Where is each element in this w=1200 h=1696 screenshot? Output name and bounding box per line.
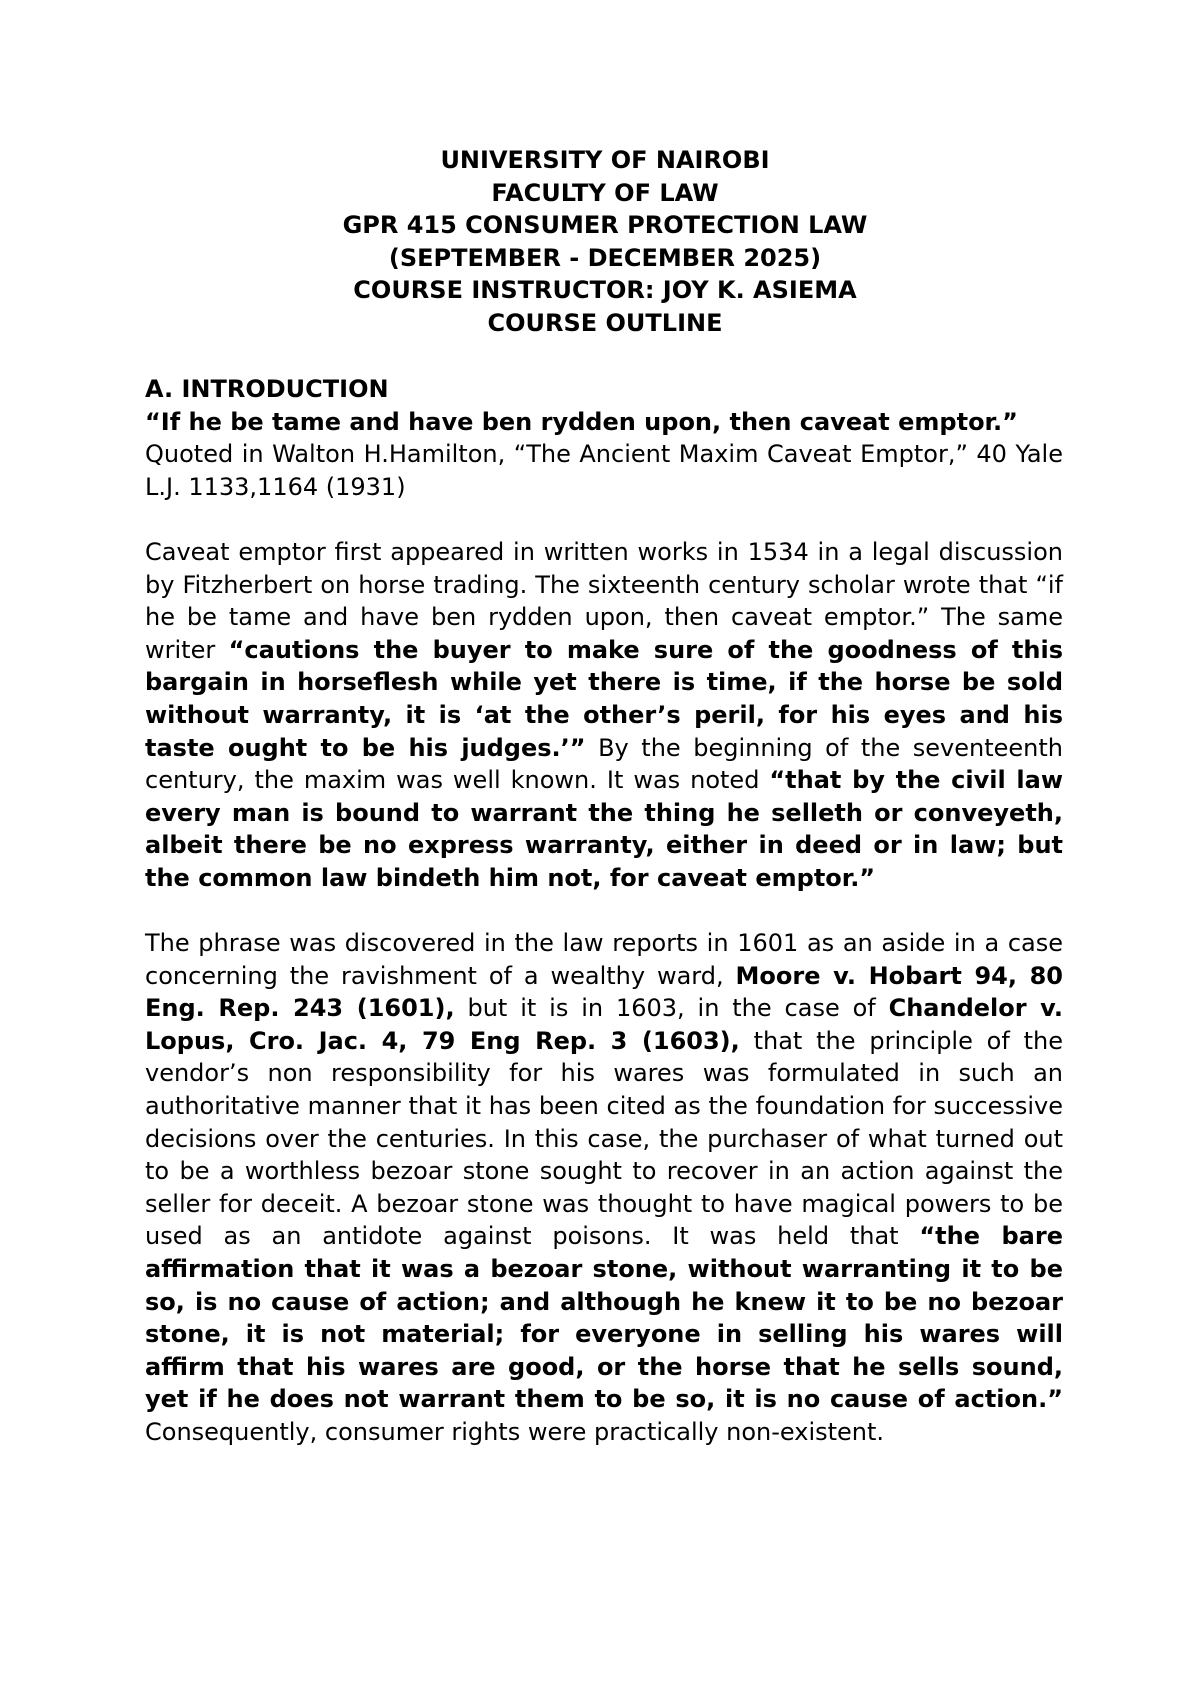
para2-text-2: but it is in 1603, in the case of bbox=[454, 994, 889, 1023]
paragraph-spacer bbox=[145, 895, 1063, 928]
para1-bold-quote-1: “cautions the buyer to make sure of the goodness of this bargain in horseflesh while yet there is time, if the horse be sold without warranty, it is ‘at the other’s peril, for his eyes and his taste ought to be his judges.’” bbox=[145, 635, 1063, 762]
course-title: GPR 415 CONSUMER PROTECTION LAW bbox=[342, 211, 868, 240]
epigraph-citation: Quoted in Walton H.Hamilton, “The Ancient Maxim Caveat Emptor,” 40 Yale L.J. 1133,1164 (1931) bbox=[145, 440, 1063, 501]
para2-text-1: The phrase was discovered in the law reports in 1601 as an aside in a case concerning the ravishment of a wealthy ward, bbox=[145, 929, 1063, 990]
paragraph-caveat-emptor-origin bbox=[145, 536, 1063, 895]
case-citation-chandelor-v-lopus: Chandelor v. Lopus, Cro. Jac. 4, 79 Eng Rep. 3 (1603), bbox=[145, 994, 1063, 1055]
para1-bold-quote-2: “that by the civil law every man is bound to warrant the thing he selleth or conveyeth, albeit there be no express warranty, either in deed or in law; but the common law bindeth him not, for caveat emptor.” bbox=[145, 766, 1063, 892]
epigraph-quote: “If he be tame and have ben rydden upon, then caveat emptor.” bbox=[145, 407, 1018, 436]
document-body bbox=[145, 373, 1063, 1449]
paragraph-spacer bbox=[145, 503, 1063, 536]
course-instructor: COURSE INSTRUCTOR: JOY K. ASIEMA bbox=[353, 276, 857, 305]
para1-text-2: By the beginning of the seventeenth century, the maxim was well known. It was noted bbox=[145, 733, 1063, 795]
para1-text-1: Caveat emptor first appeared in written works in 1534 in a legal discussion by Fitzherbert on horse trading. The sixteenth century scholar wrote that “if he be tame and have ben rydden upon, then caveat emptor.” The same writer bbox=[145, 537, 1063, 664]
para2-text-4: Consequently, consumer rights were practically non-existent. bbox=[145, 1418, 885, 1446]
document-header bbox=[145, 144, 1065, 340]
university-name: UNIVERSITY OF NAIROBI bbox=[440, 146, 770, 174]
paragraph-law-reports bbox=[145, 927, 1063, 1449]
faculty-name: FACULTY OF LAW bbox=[491, 178, 719, 207]
course-term: (SEPTEMBER - DECEMBER 2025) bbox=[388, 243, 822, 272]
section-heading: A. INTRODUCTION bbox=[145, 375, 389, 403]
case-citation-moore-v-hobart: Moore v. Hobart 94, 80 Eng. Rep. 243 (1601), bbox=[145, 961, 1063, 1023]
course-outline-title: COURSE OUTLINE bbox=[487, 308, 723, 337]
para2-bold-holding-quote: “the bare affirmation that it was a bezoar stone, without warranting it to be so, is no cause of action; and although he knew it to be no bezoar stone, it is not material; for everyone in selling his wares will affirm that his wares are good, or the horse that he sells sound, yet if he does not warrant them to be so, it is no cause of action.” bbox=[145, 1222, 1063, 1414]
para2-text-3: that the principle of the vendor’s non responsibility for his wares was formulated in such an authoritative manner that it has been cited as the foundation for successive decisions over the centuries. In this case, the purchaser of what turned out to be a worthless bezoar stone sought to recover in an action against the seller for deceit. A bezoar stone was thought to have magical powers to be used as an antidote against poisons. It was held that bbox=[145, 1026, 1064, 1251]
